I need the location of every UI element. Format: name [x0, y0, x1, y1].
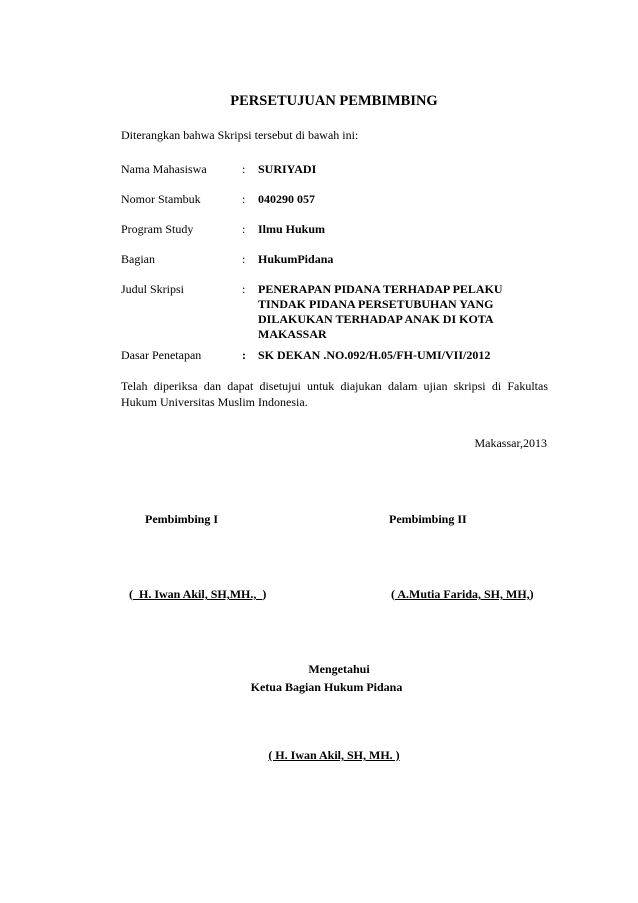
field-label: Program Study — [121, 222, 194, 236]
field-label: Nomor Stambuk — [121, 192, 201, 206]
place-date: Makassar,2013 — [474, 436, 547, 450]
document-title: PERSETUJUAN PEMBIMBING — [230, 93, 438, 109]
head-name: ( H. Iwan Akil, SH, MH. ) — [268, 748, 400, 762]
field-colon: : — [242, 192, 246, 206]
intro-text: Diterangkan bahwa Skripsi tersebut di bawah ini: — [121, 128, 359, 142]
close-paren: ) — [262, 587, 267, 601]
field-value: HukumPidana — [258, 252, 334, 266]
head-title: Ketua Bagian Hukum Pidana — [250, 680, 403, 694]
field-value: SK DEKAN .NO.092/H.05/FH-UMI/VII/2012 — [258, 348, 491, 362]
advisor1-role: Pembimbing I — [145, 512, 219, 526]
advisor1-name: H. Iwan Akil, SH,MH., — [133, 587, 263, 601]
advisor2-name: A.Mutia Farida, SH, MH, — [395, 587, 530, 601]
field-value: SURIYADI — [258, 162, 317, 176]
field-label: Dasar Penetapan — [121, 348, 202, 362]
field-value: Ilmu Hukum — [258, 222, 326, 236]
field-colon: : — [242, 348, 246, 362]
close-paren: ) — [529, 587, 534, 601]
acknowledge-label: Mengetahui — [308, 662, 370, 676]
field-colon: : — [242, 252, 246, 266]
field-label: Bagian — [121, 252, 155, 266]
advisor2-signature — [391, 587, 534, 602]
field-value: PENERAPAN PIDANA TERHADAP PELAKU TINDAK PIDANA PERSETUBUHAN YANG DILAKUKAN TERHADAP ANAK DI KOTA MAKASSAR — [258, 282, 503, 341]
field-colon: : — [242, 162, 246, 176]
approval-text: Telah diperiksa dan dapat disetujui untuk diajukan dalam ujian skripsi di Fakultas Hukum Universitas Muslim Indonesia. — [121, 379, 548, 409]
field-value: 040290 057 — [258, 192, 315, 206]
open-paren: ( — [391, 587, 395, 601]
field-label: Nama Mahasiswa — [121, 162, 207, 176]
advisor1-signature — [129, 587, 266, 602]
field-colon: : — [242, 222, 246, 236]
field-colon: : — [242, 282, 246, 296]
open-paren: ( — [129, 587, 133, 601]
field-label: Judul Skripsi — [121, 282, 185, 296]
advisor2-role: Pembimbing II — [389, 512, 467, 526]
